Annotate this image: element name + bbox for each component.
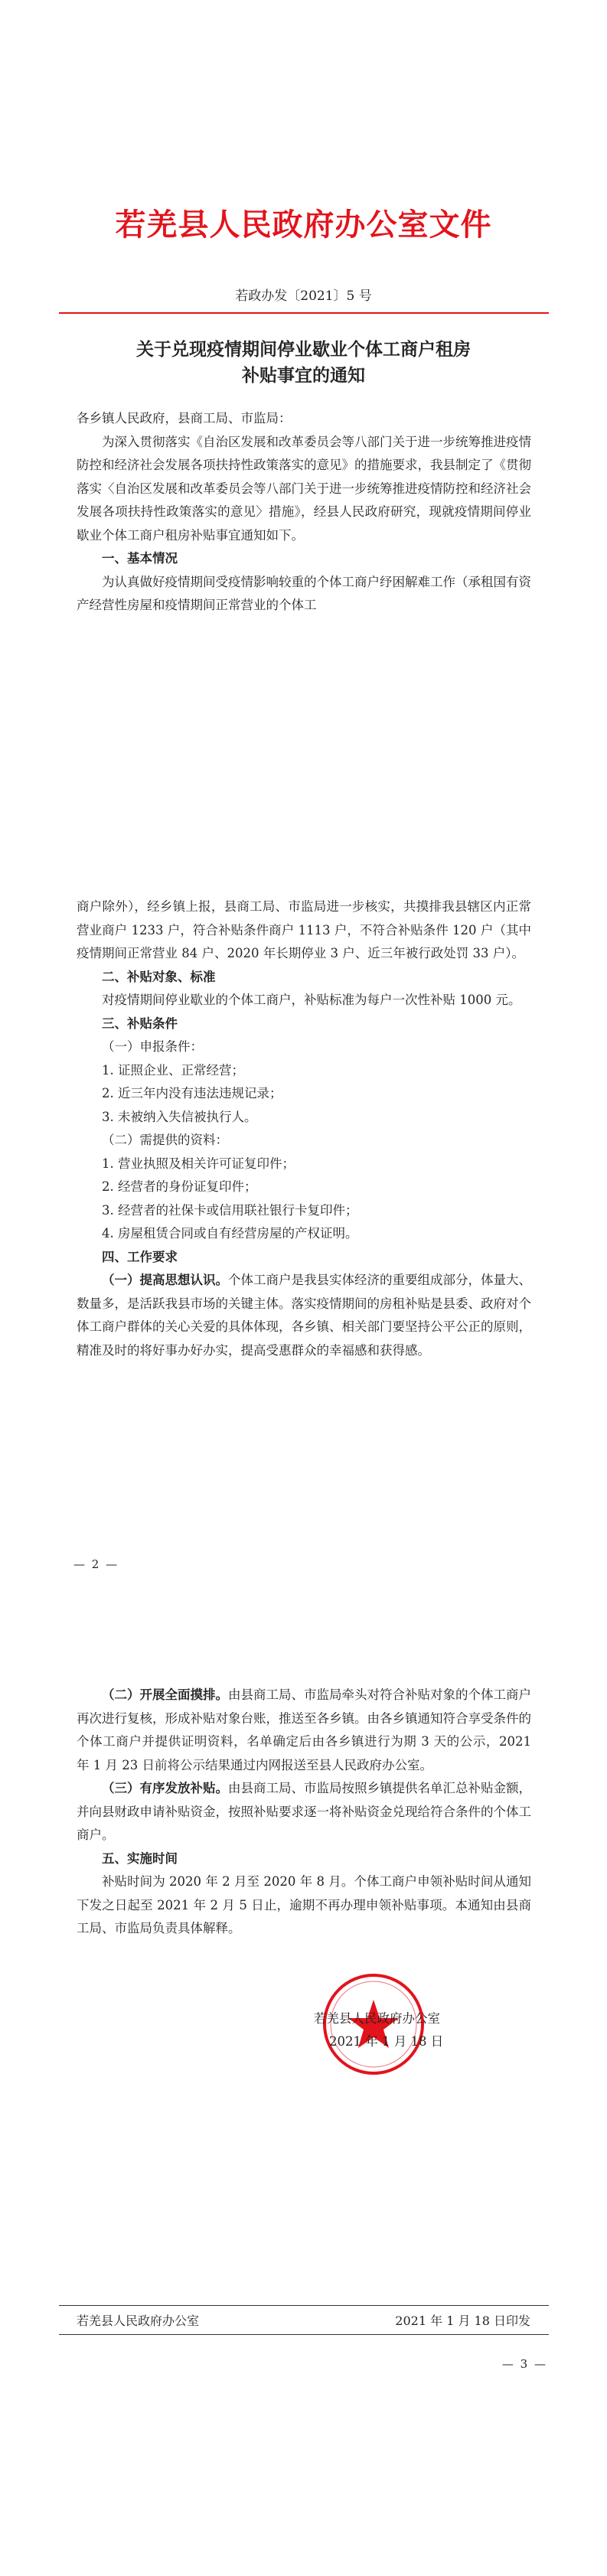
salutation: 各乡镇人民政府，县商工局、市监局：: [77, 411, 292, 426]
requirement-2-text: 由县商工局、市监局牵头对符合补贴对象的个体工商户再次进行复核，形成补贴对象台账，推送至各乡镇。由各乡镇通知符合享受条件的个体工商户并提供证明资料，名单确定后由各乡镇进行为期 3 天的公示，2021 年 1 月 23 日前将公示结果通过内网报送至县人民政府办公室。: [77, 1687, 531, 1772]
sub-2-heading: （二）需提供的资料：: [102, 1133, 228, 1147]
document-header-title: 若羌县人民政府办公室文件: [115, 207, 492, 243]
document-number: 若政办发〔2021〕5 号: [235, 289, 372, 304]
sub-2-item: 1. 营业执照及相关许可证复印件；: [102, 1156, 295, 1171]
section-4-heading: 四、工作要求: [102, 1249, 178, 1264]
notice-title: [0, 337, 607, 389]
sub-1-item: 2. 近三年内没有违法违规记录；: [102, 1086, 282, 1101]
section-1-continued: 商户除外），经乡镇上报，县商工局、市监局进一步核实，共摸排我县辖区内正常营业商户 1233 户，符合补贴条件商户 1113 户，不符合补贴条件 120 户（其中疫情期间正常营业 84 户、2020 年长期停业 3 户、近三年被行政处罚 33 户）。: [77, 899, 531, 960]
footer-issue-date: 2021 年 1 月 18 日印发: [395, 2314, 530, 2328]
section-2-heading: 二、补贴对象、标准: [102, 969, 216, 984]
signature-organization: 若羌县人民政府办公室: [314, 2011, 440, 2026]
section-1-heading: 一、基本情况: [102, 551, 178, 566]
red-divider: [59, 312, 549, 314]
requirement-1-label: （一）提高思想认识。: [102, 1273, 228, 1287]
sub-1-item: 1. 证照企业、正常经营；: [102, 1062, 244, 1078]
notice-title-line-2: 补贴事宜的通知: [242, 365, 365, 386]
signature-date: 2021 年 1 月 18 日: [329, 2034, 444, 2049]
requirement-2: [77, 1684, 531, 1777]
section-5-paragraph: 补贴时间为 2020 年 2 月至 2020 年 8 月。个体工商户申领补贴时间从通知下发之日起至 2021 年 2 月 5 日止，逾期不再办理申领补贴事项。本通知由县商工局、市监局负责具体解释。: [77, 1874, 531, 1935]
section-5-heading: 五、实施时间: [102, 1850, 178, 1866]
page-1-body-continued: [77, 895, 531, 1362]
intro-paragraph: 为深入贯彻落实《自治区发展和改革委员会等八部门关于进一步统筹推进疫情防控和经济社会发展各项扶持性政策落实的意见》的措施要求，我县制定了《贯彻落实〈自治区发展和改革委员会等八部门关于进一步统筹推进疫情防控和经济社会发展各项扶持性政策落实的意见〉措施》，经县人民政府研究，现就疫情期间停业歇业个体工商户租房补贴事宜通知如下。: [77, 434, 531, 543]
requirement-3: [77, 1777, 531, 1847]
requirement-1: [77, 1269, 531, 1362]
sub-1-item: 3. 未被纳入失信被执行人。: [102, 1109, 257, 1124]
requirement-3-label: （三）有序发放补贴。: [102, 1781, 228, 1795]
footer-bottom-rule: [59, 2334, 549, 2335]
section-2-paragraph: 对疫情期间停业歇业的个体工商户，补贴标准为每户一次性补贴 1000 元。: [102, 993, 521, 1007]
requirement-2-label: （二）开展全面摸排。: [102, 1687, 228, 1702]
page-1-body: [77, 407, 531, 618]
footer-issuer: 若羌县人民政府办公室: [77, 2314, 200, 2328]
sub-2-item: 2. 经营者的身份证复印件；: [102, 1179, 257, 1194]
page-number-3: — 3 —: [501, 2357, 547, 2371]
sub-2-item: 3. 经营者的社保卡或信用联社银行卡复印件；: [102, 1202, 358, 1218]
page-number-2: — 2 —: [73, 1557, 119, 1571]
section-3-heading: 三、补贴条件: [102, 1016, 178, 1031]
requirement-3-text: 由县商工局、市监局按照乡镇提供名单汇总补贴金额，并向县财政申请补贴资金，按照补贴要求逐一将补贴资金兑现给符合条件的个体工商户。: [77, 1781, 531, 1842]
footer-top-rule: [59, 2305, 549, 2306]
section-1-paragraph: 为认真做好疫情期间受疫情影响较重的个体工商户纾困解难工作（承租国有资产经营性房屋和疫情期间正常营业的个体工: [77, 574, 531, 612]
notice-title-line-1: 关于兑现疫情期间停业歇业个体工商户租房: [136, 339, 471, 360]
page-2-body: [77, 1684, 531, 1941]
sub-1-heading: （一）申报条件：: [102, 1039, 203, 1054]
requirement-1-text: 个体工商户是我县实体经济的重要组成部分，体量大、数量多，是活跃我县市场的关键主体。落实疫情期间的房租补贴是县委、政府对个体工商户群体的关心关爱的具体体现，各乡镇、相关部门要坚持公平公正的原则，精准及时的将好事办好办实，提高受惠群众的幸福感和获得感。: [77, 1273, 531, 1358]
sub-2-item: 4. 房屋租赁合同或自有经营房屋的产权证明。: [102, 1226, 358, 1241]
